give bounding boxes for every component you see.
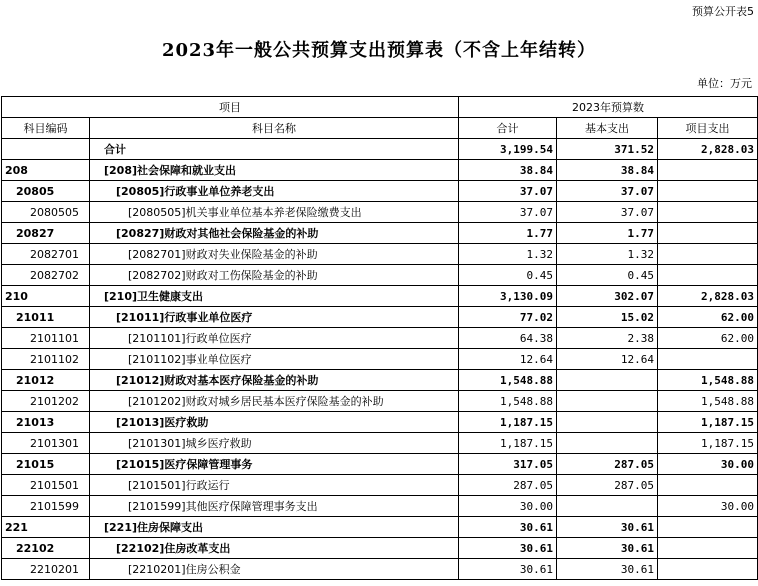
code-cell: [2, 139, 90, 160]
project-cell: [658, 265, 758, 286]
header-total: 合计: [459, 118, 557, 139]
header-basic: 基本支出: [557, 118, 658, 139]
project-cell: 62.00: [658, 328, 758, 349]
total-cell: 30.61: [459, 517, 557, 538]
table-row: [2, 160, 758, 181]
total-cell: 37.07: [459, 181, 557, 202]
code-cell: 2101202: [2, 391, 90, 412]
code-cell: 22102: [2, 538, 90, 559]
total-cell: 3,130.09: [459, 286, 557, 307]
code-cell: 2101599: [2, 496, 90, 517]
table-row: [2, 181, 758, 202]
project-cell: [658, 181, 758, 202]
total-cell: 317.05: [459, 454, 557, 475]
project-cell: 30.00: [658, 496, 758, 517]
project-cell: 30.00: [658, 454, 758, 475]
project-cell: [658, 202, 758, 223]
name-cell: 合计: [90, 139, 459, 160]
name-cell: [210]卫生健康支出: [90, 286, 459, 307]
basic-cell: 1.77: [557, 223, 658, 244]
header-project: 项目: [2, 97, 459, 118]
name-cell: [2082701]财政对失业保险基金的补助: [90, 244, 459, 265]
project-cell: [658, 160, 758, 181]
basic-cell: 37.07: [557, 202, 658, 223]
table-row: [2, 139, 758, 160]
total-cell: 77.02: [459, 307, 557, 328]
basic-cell: 0.45: [557, 265, 658, 286]
code-cell: 208: [2, 160, 90, 181]
header-budget-year: 2023年预算数: [459, 97, 758, 118]
name-cell: [2101202]财政对城乡居民基本医疗保险基金的补助: [90, 391, 459, 412]
table-row: [2, 496, 758, 517]
code-cell: 2101101: [2, 328, 90, 349]
table-row: [2, 202, 758, 223]
basic-cell: [557, 370, 658, 391]
code-cell: 20827: [2, 223, 90, 244]
total-cell: 1,187.15: [459, 412, 557, 433]
project-cell: 1,548.88: [658, 391, 758, 412]
total-cell: 1.77: [459, 223, 557, 244]
total-cell: 30.61: [459, 559, 557, 580]
basic-cell: 1.32: [557, 244, 658, 265]
table-row: [2, 223, 758, 244]
project-cell: [658, 223, 758, 244]
name-cell: [22102]住房改革支出: [90, 538, 459, 559]
code-cell: 221: [2, 517, 90, 538]
header-project-expense: 项目支出: [658, 118, 758, 139]
basic-cell: 30.61: [557, 538, 658, 559]
name-cell: [21012]财政对基本医疗保险基金的补助: [90, 370, 459, 391]
name-cell: [21011]行政事业单位医疗: [90, 307, 459, 328]
name-cell: [2210201]住房公积金: [90, 559, 459, 580]
name-cell: [2101301]城乡医疗救助: [90, 433, 459, 454]
table-row: [2, 328, 758, 349]
total-cell: 1,548.88: [459, 391, 557, 412]
name-cell: [20827]财政对其他社会保险基金的补助: [90, 223, 459, 244]
basic-cell: 15.02: [557, 307, 658, 328]
table-row: [2, 559, 758, 580]
budget-table: [1, 96, 758, 580]
name-cell: [208]社会保障和就业支出: [90, 160, 459, 181]
code-cell: 21013: [2, 412, 90, 433]
header-row-2: [2, 118, 758, 139]
code-cell: 2101501: [2, 475, 90, 496]
project-cell: 62.00: [658, 307, 758, 328]
table-row: [2, 370, 758, 391]
code-cell: 2082701: [2, 244, 90, 265]
page-label: 预算公开表5: [692, 5, 754, 18]
total-cell: 0.45: [459, 265, 557, 286]
total-cell: 3,199.54: [459, 139, 557, 160]
total-cell: 37.07: [459, 202, 557, 223]
name-cell: [221]住房保障支出: [90, 517, 459, 538]
table-row: [2, 454, 758, 475]
header-name: 科目名称: [90, 118, 459, 139]
basic-cell: [557, 391, 658, 412]
code-cell: 2101102: [2, 349, 90, 370]
project-cell: 1,548.88: [658, 370, 758, 391]
project-cell: 1,187.15: [658, 433, 758, 454]
name-cell: [2101101]行政单位医疗: [90, 328, 459, 349]
basic-cell: 2.38: [557, 328, 658, 349]
basic-cell: 37.07: [557, 181, 658, 202]
total-cell: 30.61: [459, 538, 557, 559]
project-cell: [658, 559, 758, 580]
code-cell: 210: [2, 286, 90, 307]
unit-label: 单位：万元: [697, 77, 752, 90]
total-cell: 1,548.88: [459, 370, 557, 391]
basic-cell: 287.05: [557, 454, 658, 475]
basic-cell: 12.64: [557, 349, 658, 370]
total-cell: 12.64: [459, 349, 557, 370]
table-row: [2, 265, 758, 286]
total-cell: 1.32: [459, 244, 557, 265]
basic-cell: 287.05: [557, 475, 658, 496]
table-row: [2, 307, 758, 328]
table-row: [2, 286, 758, 307]
table-row: [2, 412, 758, 433]
code-cell: 2080505: [2, 202, 90, 223]
basic-cell: 30.61: [557, 517, 658, 538]
project-cell: 2,828.03: [658, 286, 758, 307]
name-cell: [2082702]财政对工伤保险基金的补助: [90, 265, 459, 286]
table-row: [2, 349, 758, 370]
code-cell: 2210201: [2, 559, 90, 580]
basic-cell: 302.07: [557, 286, 658, 307]
name-cell: [2080505]机关事业单位基本养老保险缴费支出: [90, 202, 459, 223]
project-cell: [658, 244, 758, 265]
name-cell: [2101102]事业单位医疗: [90, 349, 459, 370]
name-cell: [21013]医疗救助: [90, 412, 459, 433]
total-cell: 287.05: [459, 475, 557, 496]
project-cell: 1,187.15: [658, 412, 758, 433]
name-cell: [20805]行政事业单位养老支出: [90, 181, 459, 202]
table-row: [2, 244, 758, 265]
total-cell: 38.84: [459, 160, 557, 181]
table-row: [2, 517, 758, 538]
basic-cell: 30.61: [557, 559, 658, 580]
header-code: 科目编码: [2, 118, 90, 139]
total-cell: 30.00: [459, 496, 557, 517]
table-row: [2, 538, 758, 559]
code-cell: 21015: [2, 454, 90, 475]
table-row: [2, 433, 758, 454]
basic-cell: 38.84: [557, 160, 658, 181]
code-cell: 2082702: [2, 265, 90, 286]
basic-cell: [557, 433, 658, 454]
name-cell: [21015]医疗保障管理事务: [90, 454, 459, 475]
code-cell: 20805: [2, 181, 90, 202]
project-cell: 2,828.03: [658, 139, 758, 160]
name-cell: [2101501]行政运行: [90, 475, 459, 496]
basic-cell: [557, 412, 658, 433]
project-cell: [658, 349, 758, 370]
project-cell: [658, 538, 758, 559]
basic-cell: 371.52: [557, 139, 658, 160]
name-cell: [2101599]其他医疗保障管理事务支出: [90, 496, 459, 517]
basic-cell: [557, 496, 658, 517]
total-cell: 1,187.15: [459, 433, 557, 454]
project-cell: [658, 517, 758, 538]
total-cell: 64.38: [459, 328, 557, 349]
code-cell: 21011: [2, 307, 90, 328]
table-row: [2, 391, 758, 412]
page-title: 2023年一般公共预算支出预算表（不含上年结转）: [161, 40, 597, 61]
table-row: [2, 475, 758, 496]
code-cell: 21012: [2, 370, 90, 391]
code-cell: 2101301: [2, 433, 90, 454]
header-row-1: [2, 97, 758, 118]
project-cell: [658, 475, 758, 496]
